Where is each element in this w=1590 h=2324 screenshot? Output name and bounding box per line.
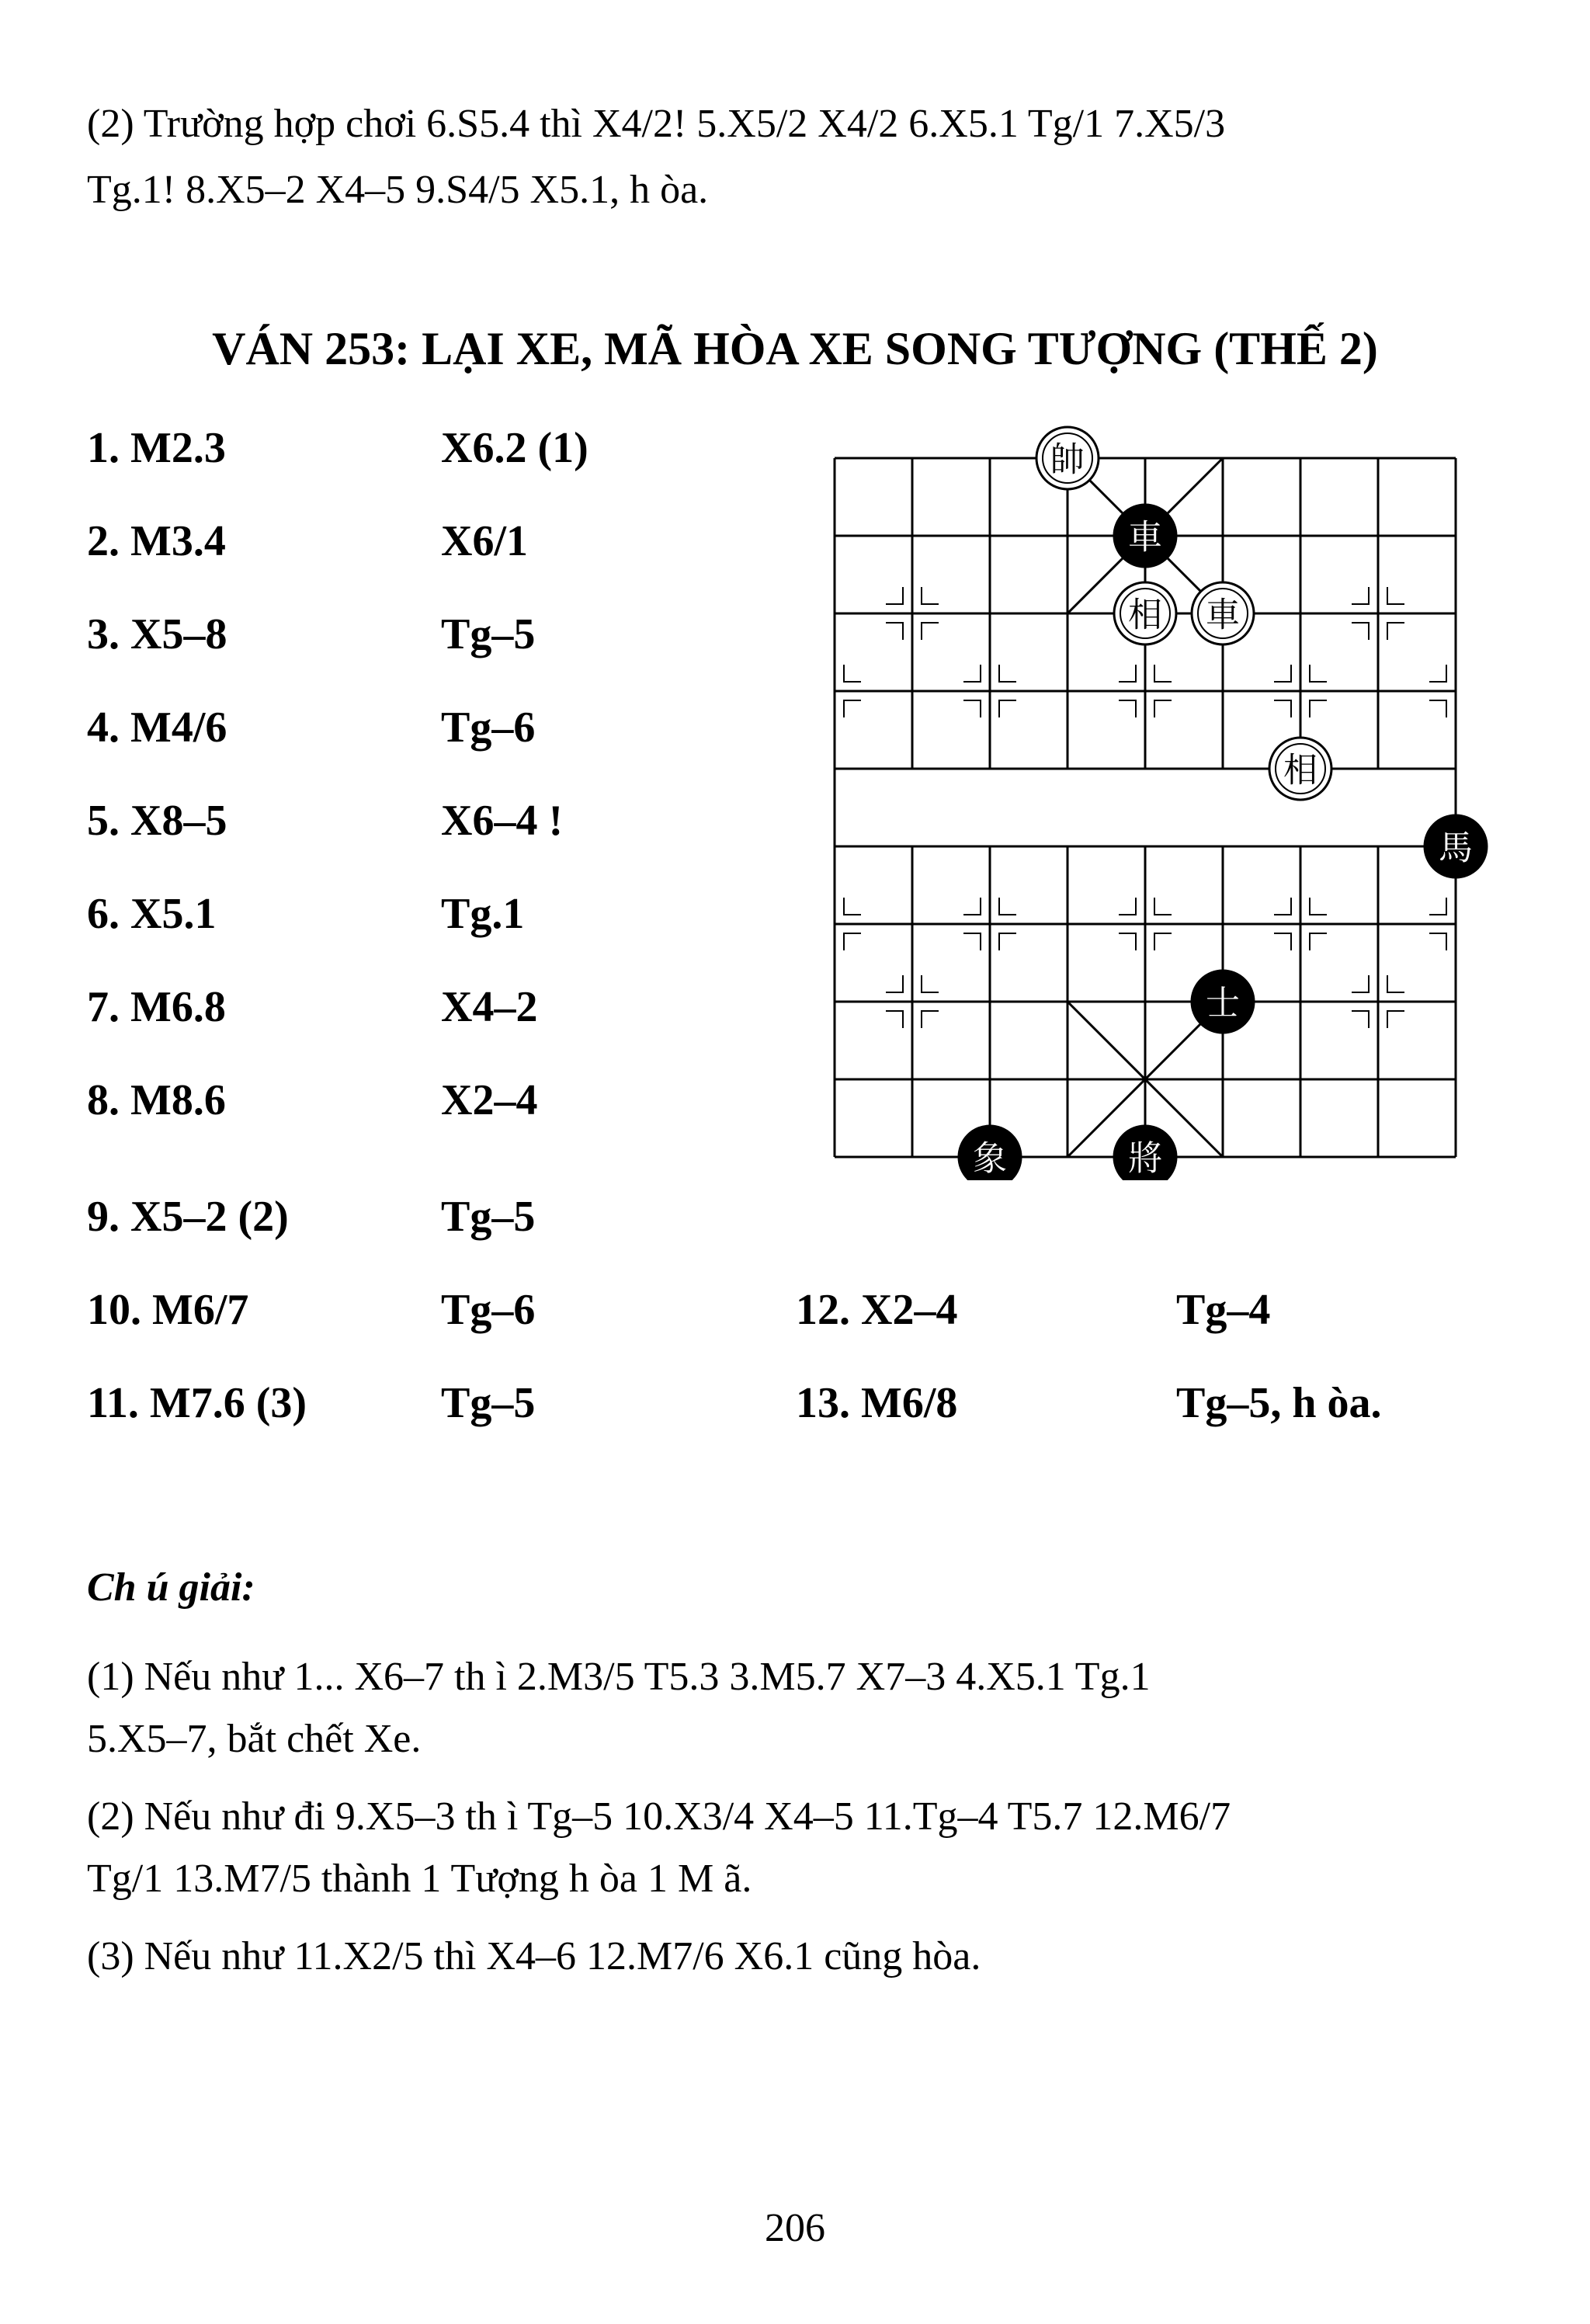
move-black: X6/1 — [441, 517, 528, 565]
position-marker — [1274, 665, 1291, 682]
piece-red — [1269, 738, 1331, 800]
position-marker — [886, 1011, 903, 1028]
move-red: 6. X5.1 — [87, 890, 217, 938]
move-black: X6.2 (1) — [441, 424, 588, 472]
move-black: Tg–6 — [441, 1286, 536, 1334]
position-marker — [922, 1011, 939, 1028]
move-red: 10. M6/7 — [87, 1286, 249, 1334]
position-marker — [1119, 665, 1136, 682]
move-red: 9. X5–2 (2) — [87, 1193, 289, 1241]
move-black: X4–2 — [441, 983, 538, 1031]
position-marker — [1352, 587, 1369, 604]
position-marker — [1119, 933, 1136, 950]
intro-line-2: Tg.1! 8.X5–2 X4–5 9.S4/5 X5.1, h òa. — [87, 168, 709, 212]
position-marker — [1310, 700, 1327, 717]
move-black: Tg–5 — [441, 1193, 536, 1241]
position-marker — [844, 898, 861, 915]
move-black: Tg–6 — [441, 703, 536, 752]
piece-label: 相 — [1128, 595, 1162, 635]
move-red: 13. M6/8 — [796, 1379, 958, 1427]
position-marker — [1274, 700, 1291, 717]
position-marker — [963, 933, 981, 950]
move-red: 1. M2.3 — [87, 424, 226, 472]
piece-label: 象 — [973, 1138, 1007, 1179]
piece-black — [1192, 971, 1254, 1033]
move-red: 5. X8–5 — [87, 797, 227, 845]
piece-black — [959, 1126, 1021, 1180]
position-marker — [886, 623, 903, 640]
position-marker — [1119, 898, 1136, 915]
piece-label: 士 — [1206, 983, 1240, 1023]
piece-label: 車 — [1128, 517, 1162, 558]
move-black: Tg–4 — [1176, 1286, 1271, 1334]
piece-label: 馬 — [1439, 828, 1473, 868]
position-marker — [1429, 700, 1446, 717]
position-marker — [922, 587, 939, 604]
position-marker — [1429, 933, 1446, 950]
position-marker — [1429, 898, 1446, 915]
position-marker — [1154, 665, 1172, 682]
piece-label: 將 — [1128, 1138, 1162, 1179]
position-marker — [1352, 623, 1369, 640]
position-marker — [886, 587, 903, 604]
position-marker — [1352, 975, 1369, 992]
game-title: VÁN 253: LẠI XE, MÃ HÒA XE SONG TƯỢNG (THẾ 2) — [212, 323, 1378, 374]
move-black: Tg–5 — [441, 1379, 536, 1427]
move-red: 3. X5–8 — [87, 610, 227, 658]
move-red: 8. M8.6 — [87, 1076, 226, 1124]
position-marker — [1387, 975, 1404, 992]
position-marker — [844, 665, 861, 682]
piece-red — [1036, 427, 1099, 489]
move-red: 2. M3.4 — [87, 517, 226, 565]
piece-label: 相 — [1283, 750, 1317, 790]
position-marker — [963, 700, 981, 717]
position-marker — [844, 700, 861, 717]
position-marker — [963, 665, 981, 682]
position-marker — [922, 623, 939, 640]
piece-black — [1114, 1126, 1176, 1180]
move-red: 11. M7.6 (3) — [87, 1379, 307, 1427]
xiangqi-board-diagram — [807, 419, 1506, 1180]
piece-black — [1114, 505, 1176, 567]
position-marker — [1154, 700, 1172, 717]
position-marker — [1119, 700, 1136, 717]
note-1-line-2: 5.X5–7, bắt chết Xe. — [87, 1717, 422, 1761]
position-marker — [886, 975, 903, 992]
piece-label: 車 — [1206, 595, 1240, 635]
position-marker — [999, 665, 1016, 682]
note-2-line-1: (2) Nếu như đi 9.X5–3 th ì Tg–5 10.X3/4 X4–5 11.Tg–4 T5.7 12.M6/7 — [87, 1794, 1231, 1839]
position-marker — [999, 700, 1016, 717]
position-marker — [922, 975, 939, 992]
position-marker — [1274, 933, 1291, 950]
move-black: Tg–5, h òa. — [1176, 1379, 1382, 1427]
piece-label: 帥 — [1050, 439, 1085, 480]
position-marker — [963, 898, 981, 915]
move-black: Tg–5 — [441, 610, 536, 658]
piece-red — [1192, 582, 1254, 644]
piece-red — [1114, 582, 1176, 644]
position-marker — [1310, 665, 1327, 682]
position-marker — [1310, 898, 1327, 915]
position-marker — [1387, 1011, 1404, 1028]
position-marker — [999, 933, 1016, 950]
position-marker — [1387, 587, 1404, 604]
position-marker — [999, 898, 1016, 915]
move-black: X2–4 — [441, 1076, 538, 1124]
piece-black — [1425, 815, 1487, 877]
position-marker — [1387, 623, 1404, 640]
move-black: Tg.1 — [441, 890, 525, 938]
position-marker — [1310, 933, 1327, 950]
move-red: 4. M4/6 — [87, 703, 227, 752]
note-1-line-1: (1) Nếu như 1... X6–7 th ì 2.M3/5 T5.3 3.M5.7 X7–3 4.X5.1 Tg.1 — [87, 1655, 1151, 1699]
page-number: 206 — [765, 2206, 825, 2250]
position-marker — [1352, 1011, 1369, 1028]
move-red: 12. X2–4 — [796, 1286, 958, 1334]
position-marker — [844, 933, 861, 950]
note-3: (3) Nếu như 11.X2/5 thì X4–6 12.M7/6 X6.1 cũng hòa. — [87, 1934, 981, 1978]
move-black: X6–4 ! — [441, 797, 564, 845]
position-marker — [1154, 898, 1172, 915]
notes-heading: Ch ú giải: — [87, 1565, 255, 1610]
position-marker — [1274, 898, 1291, 915]
position-marker — [1154, 933, 1172, 950]
intro-line-1: (2) Trường hợp chơi 6.S5.4 thì X4/2! 5.X5/2 X4/2 6.X5.1 Tg/1 7.X5/3 — [87, 102, 1226, 146]
note-2-line-2: Tg/1 13.M7/5 thành 1 Tượng h òa 1 M ã. — [87, 1857, 752, 1901]
move-red: 7. M6.8 — [87, 983, 226, 1031]
position-marker — [1429, 665, 1446, 682]
